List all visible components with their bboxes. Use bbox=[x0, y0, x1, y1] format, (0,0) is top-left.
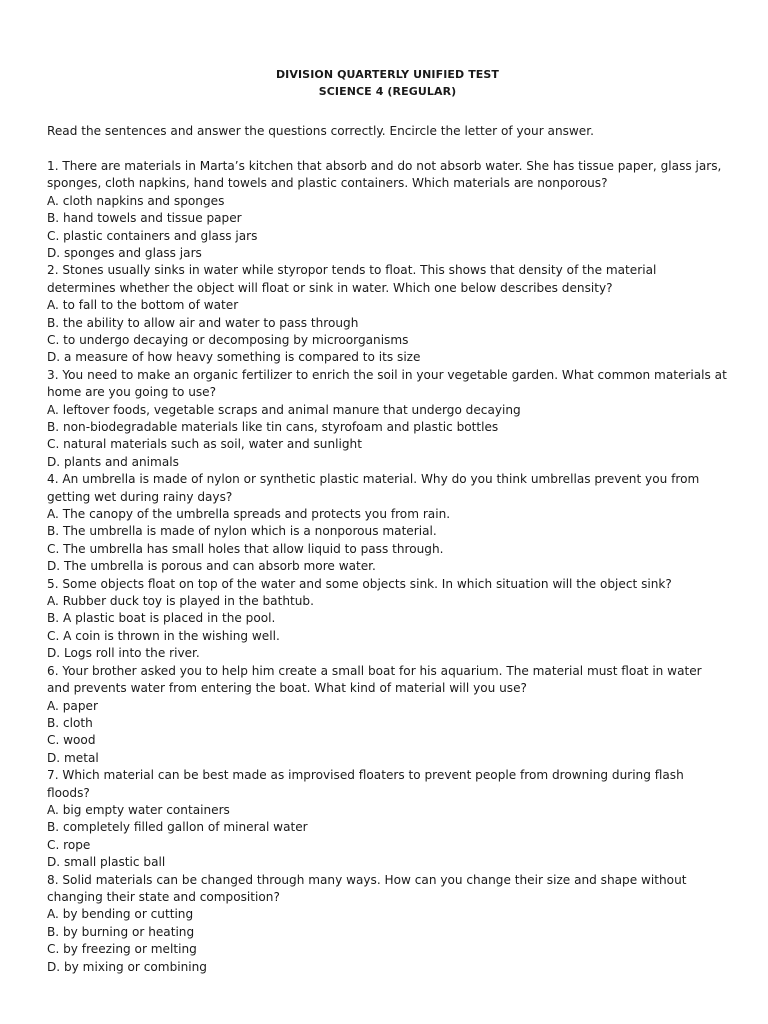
choice-a: A. to fall to the bottom of water bbox=[47, 298, 239, 313]
question-stem: 5. Some objects float on top of the water and some objects sink. In which situation will the object sink? bbox=[47, 576, 672, 591]
question-1 bbox=[47, 158, 728, 262]
choice-a: A. paper bbox=[47, 698, 98, 713]
choice-b: B. non-biodegradable materials like tin cans, styrofoam and plastic bottles bbox=[47, 420, 499, 434]
choice-c: C. by freezing or melting bbox=[47, 942, 197, 957]
question-6 bbox=[47, 663, 728, 767]
choice-a: A. big empty water containers bbox=[47, 802, 230, 817]
choice-b: B. completely filled gallon of mineral water bbox=[47, 820, 308, 835]
choice-d: D. a measure of how heavy something is compared to its size bbox=[47, 350, 421, 365]
choice-c: C. wood bbox=[47, 733, 96, 748]
choice-d: D. small plastic ball bbox=[47, 855, 166, 870]
choice-d: D. plants and animals bbox=[47, 454, 179, 469]
choice-a: A. cloth napkins and sponges bbox=[47, 193, 225, 208]
choice-a: A. by bending or cutting bbox=[47, 907, 194, 922]
choice-b: B. The umbrella is made of nylon which is a nonporous material. bbox=[47, 524, 437, 539]
question-8 bbox=[47, 872, 728, 976]
choice-d: D. sponges and glass jars bbox=[47, 245, 202, 260]
choice-c: C. The umbrella has small holes that allow liquid to pass through. bbox=[47, 541, 444, 556]
instructions: Read the sentences and answer the questions correctly. Encircle the letter of your answer. bbox=[47, 124, 594, 138]
choice-b: B. A plastic boat is placed in the pool. bbox=[47, 611, 276, 626]
choice-d: D. The umbrella is porous and can absorb more water. bbox=[47, 559, 376, 574]
question-3 bbox=[47, 367, 728, 471]
choice-a: A. The canopy of the umbrella spreads and protects you from rain. bbox=[47, 507, 451, 522]
choice-b: B. hand towels and tissue paper bbox=[47, 211, 242, 226]
question-5 bbox=[47, 576, 728, 663]
choice-b: B. the ability to allow air and water to pass through bbox=[47, 315, 359, 330]
choice-c: C. plastic containers and glass jars bbox=[47, 228, 258, 243]
question-stem: 3. You need to make an organic fertilizer to enrich the soil in your vegetable garden. What common materials at home are you going to use? bbox=[47, 367, 727, 400]
document-subtitle: SCIENCE 4 (REGULAR) bbox=[318, 85, 457, 98]
question-2 bbox=[47, 262, 728, 366]
choice-b: B. cloth bbox=[47, 715, 93, 730]
question-4 bbox=[47, 471, 728, 575]
document-title: DIVISION QUARTERLY UNIFIED TEST bbox=[275, 68, 500, 81]
choice-d: D. by mixing or combining bbox=[47, 959, 207, 974]
question-stem: 4. An umbrella is made of nylon or synthetic plastic material. Why do you think umbrellas prevent you from getting wet during rainy days? bbox=[47, 472, 700, 504]
question-stem: 1. There are materials in Marta’s kitchen that absorb and do not absorb water. She has tissue paper, glass jars, sponges, cloth napkins, hand towels and plastic containers. Which materials are nonporous? bbox=[47, 158, 722, 191]
choice-c: C. A coin is thrown in the wishing well. bbox=[47, 628, 280, 643]
question-list bbox=[47, 158, 728, 976]
choice-b: B. by burning or heating bbox=[47, 924, 195, 939]
question-7 bbox=[47, 767, 728, 871]
choice-d: D. metal bbox=[47, 750, 99, 765]
choice-d: D. Logs roll into the river. bbox=[47, 646, 200, 661]
choice-a: A. leftover foods, vegetable scraps and animal manure that undergo decaying bbox=[47, 402, 521, 417]
question-stem: 8. Solid materials can be changed through many ways. How can you change their size and shape without changing their state and composition? bbox=[47, 872, 687, 904]
choice-c: C. natural materials such as soil, water and sunlight bbox=[47, 437, 362, 452]
document-header bbox=[47, 66, 728, 100]
question-stem: 6. Your brother asked you to help him create a small boat for his aquarium. The material must float in water and prevents water from entering the boat. What kind of material will you use? bbox=[47, 663, 702, 696]
choice-c: C. rope bbox=[47, 837, 91, 852]
choice-c: C. to undergo decaying or decomposing by microorganisms bbox=[47, 332, 409, 347]
choice-a: A. Rubber duck toy is played in the bathtub. bbox=[47, 594, 314, 609]
question-stem: 7. Which material can be best made as improvised floaters to prevent people from drowning during flash floods? bbox=[47, 768, 684, 800]
question-stem: 2. Stones usually sinks in water while styropor tends to float. This shows that density of the material determines whether the object will float or sink in water. Which one below describes density? bbox=[47, 263, 657, 295]
